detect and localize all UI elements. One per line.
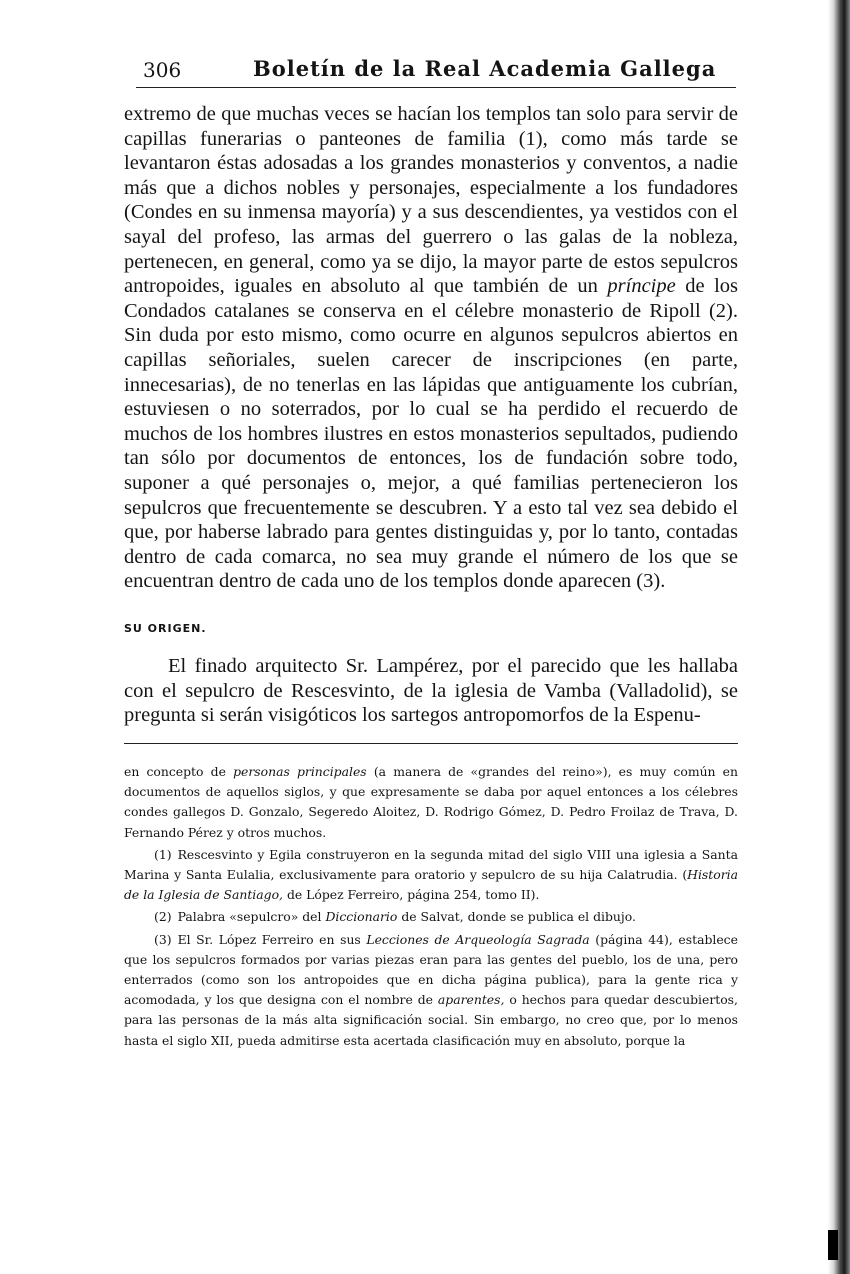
footnote-1-mark: (1) [154, 846, 172, 862]
footnote-3-italic-2: aparentes, [437, 992, 505, 1008]
page-edge-mark [828, 1230, 838, 1260]
footnote-2-text: Palabra «sepulcro» del [177, 909, 322, 925]
page-number: 306 [143, 58, 182, 82]
footnote-3 [124, 930, 738, 1051]
footnote-3-end: o hechos para quedar descubiertos, para las personas de la más alta significación social. Sin embargo, no creo que, por lo menos hasta el siglo XII, pueda admitirse esta acertada clasificación muy en absoluto, porque la [124, 992, 738, 1048]
footnote-3-italic: Lecciones de Arqueología Sagrada [366, 931, 590, 947]
footnote-1-text: Rescesvinto y Egila construyeron en la segunda mitad del siglo VIII una iglesia a Santa Marina y Santa Eulalia, exclusivamente para oratorio y sepulcro de su hija Calatrudia. ( [124, 846, 738, 883]
footnote-2-mark: (2) [154, 909, 172, 925]
footnote-2-italic: Diccionario [325, 909, 398, 925]
main-text [124, 102, 738, 594]
running-title: Boletín de la Real Academia Gallega [253, 56, 717, 81]
page-header [143, 56, 737, 86]
footnote-3-mark: (3) [154, 931, 172, 947]
section-heading: SU ORIGEN. [124, 622, 207, 635]
paragraph-1 [124, 102, 738, 594]
footnote-continuation-text: en concepto de [124, 764, 226, 779]
footnote-continuation [124, 762, 738, 843]
footnote-2-rest: de Salvat, donde se publica el dibujo. [401, 909, 636, 925]
footnote-continuation-rest: (a manera de «grandes del reino»), es muy común en documentos de aquellos siglos, y que expresamente se daba por aquel entonces a los célebres condes gallegos D. Gonzalo, Segeredo Aloitez, D. Rodrigo Gómez, D. Pedro Froilaz de Trava, D. Fernando Pérez y otros muchos. [124, 764, 738, 840]
footnote-3-text: El Sr. López Ferreiro en sus [177, 931, 361, 947]
footnote-1-italic: Historia de la Iglesia de Santiago, [124, 867, 738, 903]
footnote-1-rest: de López Ferreiro, página 254, tomo II). [286, 887, 540, 903]
paragraph-2: El finado arquitecto Sr. Lampérez, por el parecido que les hallaba con el sepulcro de Rescesvinto, de la iglesia de Vamba (Valladolid), se pregunta si serán visigóticos los sartegos antropomorfos de la Espenu- [124, 655, 738, 726]
footnotes [124, 762, 738, 1053]
paragraph-1-italic: príncipe [607, 275, 676, 298]
header-rule [136, 87, 736, 88]
paragraph-1-text: extremo de que muchas veces se hacían los templos tan solo para servir de capillas funerarias o panteones de familia (1), como más tarde se levantaron éstas adosadas a los grandes monasterios y conventos, a nadie más que a dichos nobles y personajes, especialmente a los fundadores (Condes en su inmensa mayoría) y a sus descendientes, ya vestidos con el sayal del profeso, las armas del guerrero o las galas de la nobleza, pertenecen, en general, como ya se dijo, la mayor parte de estos sepulcros antropoides, iguales en absoluto al que también de un [124, 103, 738, 298]
footnote-1 [124, 845, 738, 906]
page-edge-shadow [828, 0, 850, 1274]
paragraph-1-continuation: de los Condados catalanes se conserva en el célebre monasterio de Ripoll (2). Sin duda por esto mismo, como ocurre en algunos sepulcros abiertos en capillas señoriales, suelen carecer de inscripciones (en parte, innecesarias), de no tenerlas en las lápidas que antiguamente los cubrían, estuviesen o no soterrados, por lo cual se ha perdido el recuerdo de muchos de los hombres ilustres en estos monasterios sepultados, pudiendo tan sólo por documentos de entonces, los de fundación sobre todo, suponer a qué personajes o, mejor, a qué familias pertenecieron los sepulcros que frecuentemente se descubren. Y a esto tal vez sea debido el que, por haberse labrado para gentes distinguidas y, por lo tanto, contadas dentro de cada comarca, no sea muy grande el número de los que se encuentran dentro de cada uno de los templos donde aparecen (3). [124, 275, 739, 593]
footnote-rule [124, 743, 738, 744]
footnote-3-rest: (página 44), establece que los sepulcros formados por varias piezas eran para las gentes del pueblo, los de una, pero enterrados (como son los antropoides que en dicha página publica), para la gente rica y acomodada, y los que designa con el nombre de [124, 931, 738, 1008]
footnote-continuation-italic: personas principales [233, 764, 367, 779]
footnote-2 [124, 907, 738, 927]
